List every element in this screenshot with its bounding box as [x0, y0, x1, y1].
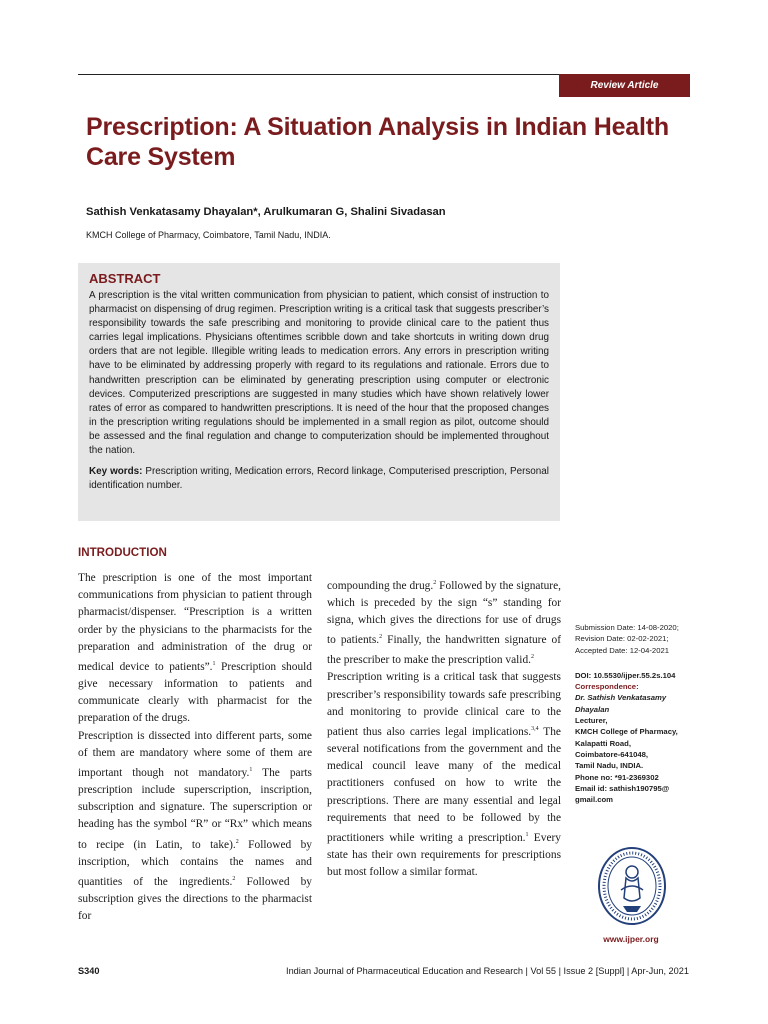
accepted-date: Accepted Date: 12-04-2021 — [575, 645, 670, 655]
author-list: Sathish Venkatasamy Dhayalan*, Arulkumaran G, Shalini Sivadasan — [86, 206, 446, 218]
correspondence-name: Dr. Sathish Venkatasamy Dhayalan — [575, 693, 667, 714]
correspondence-org: KMCH College of Pharmacy, — [575, 727, 678, 737]
correspondence-state: Tamil Nadu, INDIA. — [575, 761, 644, 771]
citation: 1 — [212, 661, 216, 668]
intro-paragraph-4: Prescription writing is a critical task that suggests prescriber’s responsibility towards safe prescribing and monitoring to provide clinical care to the patient thus also carries legal implications.$^{3,4}$ The several notifications from the government and the medical council leave many of the medical practitioners confused on how to write the prescriptions. There are many essential and legal requirements that need to be followed by the practitioners while writing a prescription.$^1$ Every state has their own requirements for prescriptions but most follow a similar format. — [327, 671, 561, 879]
footer-journal-info: Indian Journal of Pharmaceutical Education and Research | Vol 55 | Issue 2 [Suppl] | Apr-Jun, 2021 — [286, 966, 689, 976]
email-address: Email id: sathish190795@ gmail.com — [575, 783, 670, 805]
citation: 3,4 — [531, 726, 539, 733]
revision-date: Revision Date: 02-02-2021; — [575, 634, 669, 644]
intro-paragraph-2: Prescription is dissected into different parts, some of them are mandatory where some of them are important though not mandatory.$^1$ The parts prescription include superscription, inscription, subscription and signature. The superscription or heading has the symbol “R” or “Rx” which means to recipe (in Latin, to take).$^2$ Followed by inscription, which contains the names and quantities of the ingredients.$^2$ Followed by subscription gives the directions to the pharmacist for — [78, 729, 312, 923]
body-column-right — [327, 575, 561, 881]
intro-paragraph-1: The prescription is one of the most important communications from physician to patient through pharmacist/dispenser. “Prescription is a written order by the physicians to the pharmacists for the preparation and administration of the drug or medical device to patients”.$^1$ Prescription should give necessary information to patients and communicate clearly with pharmacist for the preparation of the drugs. — [78, 572, 312, 725]
citation: 2 — [379, 634, 383, 641]
article-info-sidebar — [575, 622, 700, 805]
phone-number: Phone no: *91-2369302 — [575, 772, 659, 782]
intro-paragraph-3: compounding the drug.$^2$ Followed by the signature, which is preceded by the sign “s” standing for signa, which gives the directions for use of drugs to patients.$^2$ Finally, the handwritten signature of the prescriber to make the prescription valid.$^2$ — [327, 579, 561, 667]
keywords — [89, 465, 549, 493]
body-column-left — [78, 570, 312, 925]
citation: 2 — [232, 875, 236, 882]
citation: 2 — [433, 580, 437, 586]
abstract-heading: ABSTRACT — [89, 271, 161, 286]
correspondence-label: Correspondence: — [575, 682, 639, 692]
affiliation: KMCH College of Pharmacy, Coimbatore, Tamil Nadu, INDIA. — [86, 230, 331, 240]
article-type-badge: Review Article — [559, 74, 690, 97]
correspondence-role: Lecturer, — [575, 716, 608, 726]
citation: 2 — [531, 654, 535, 661]
doi: DOI: 10.5530/ijper.55.2s.104 — [575, 670, 676, 680]
keywords-label: Key words: — [89, 466, 143, 478]
citation: 1 — [525, 832, 529, 839]
citation: 1 — [249, 767, 253, 774]
introduction-heading: INTRODUCTION — [78, 546, 167, 559]
abstract-text: A prescription is the vital written communication from physician to patient, which consist of instruction to pharmacist on dispensing of drug regimen. Prescription writing is a critical task that suggests prescriber’s responsibility towards the safe prescribing and monitoring to provide clinical care to the patient thus carries legal implications. Physicians oftentimes scribble down and take shortcuts in writing down drug orders that are not legible. Illegible writing leads to medication errors. Any errors in prescription writing have to be eliminated by addressing properly with regard to its regulations and rationale. Errors due to handwritten prescription can be eliminated by generating prescription using computer or electronic devices. Computerized prescriptions are suggested in many studies which have shown relatively lower rates of error as compared to handwritten prescriptions. It is need of the hour that the proposed changes in the prescription writing regulations should be implemented in a small region as pilot, outcome should be assessed and the final regulation and change to computerization should be implemented throughout the nation. — [89, 290, 549, 457]
page-number: S340 — [78, 966, 100, 976]
association-seal-icon — [597, 846, 667, 926]
abstract-box — [78, 263, 560, 521]
citation: 2 — [235, 838, 239, 845]
submission-date: Submission Date: 14-08-2020; — [575, 623, 679, 632]
correspondence-city: Coimbatore-641048, — [575, 749, 649, 759]
correspondence-road: Kalapatti Road, — [575, 738, 631, 748]
keywords-text: Prescription writing, Medication errors, Record linkage, Computerised prescription, Personal identification number. — [89, 466, 549, 492]
article-title: Prescription: A Situation Analysis in Indian Health Care System — [86, 113, 669, 171]
journal-website-link[interactable]: www.ijper.org — [603, 934, 659, 944]
